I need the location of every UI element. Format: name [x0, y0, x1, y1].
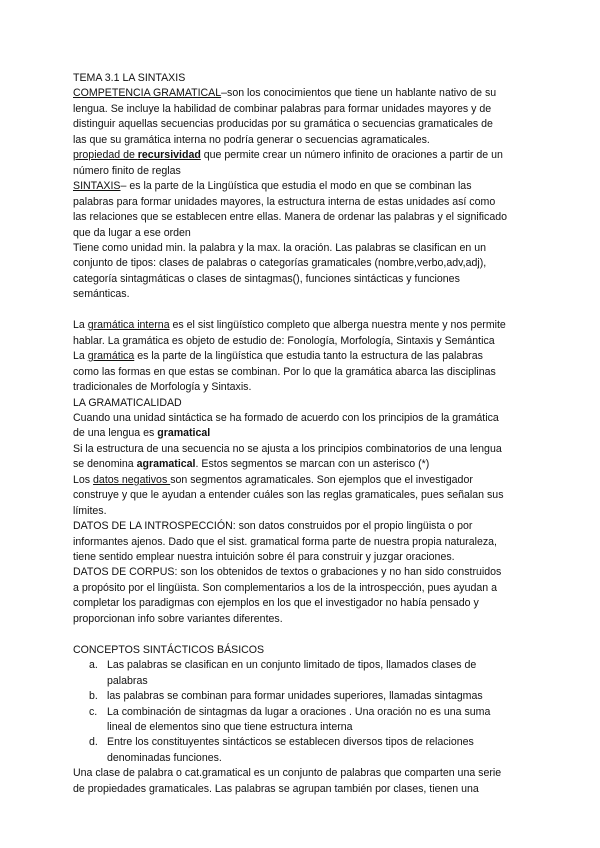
- conceptos-list: [73, 658, 533, 766]
- spacer: [73, 627, 533, 642]
- gramaticalidad-line-3: Si la estructura de una secuencia no se ajusta a los principios combinatorios de una lengua: [73, 442, 502, 455]
- competencia-line-1: COMPETENCIA GRAMATICAL–son los conocimientos que tiene un hablante nativo de su: [73, 87, 497, 100]
- spacer: [73, 303, 533, 318]
- gramaticalidad-line-2: de una lengua es gramatical: [73, 427, 211, 440]
- competencia-line-3: distinguir aquellas secuencias producidas por su gramática o secuencias gramaticales de: [73, 118, 493, 131]
- corpus-line-3: completar los paradigmas con ejemplos en los que el investigador no había pensado y: [73, 597, 479, 610]
- clase-palabra-line-2: de propiedades gramaticales. Las palabras se agrupan también por clases, tienen una: [73, 782, 479, 795]
- sintaxis-line-3: las relaciones que se establecen entre ellas. Manera de ordenar las palabras y el significado: [73, 211, 508, 224]
- competencia-heading: COMPETENCIA GRAMATICAL: [73, 87, 222, 100]
- recursividad-line-1: propiedad de recursividad que permite crear un número infinito de oraciones a partir de un: [73, 149, 503, 162]
- clase-palabra-line-1: Una clase de palabra o cat.gramatical es un conjunto de palabras que comparten una serie: [73, 767, 502, 780]
- gramatica-term: gramática: [87, 350, 135, 363]
- datos-negativos-term: datos negativos: [93, 473, 171, 486]
- gramaticalidad-line-4: se denomina agramatical. Estos segmentos se marcan con un asterisco (*): [73, 458, 430, 471]
- sintaxis-line-1: SINTAXIS– es la parte de la Lingüística que estudia el modo en que se combinan las: [73, 180, 472, 193]
- gramatica-interna-term: gramática interna: [87, 319, 170, 332]
- sintaxis-heading: SINTAXIS: [73, 180, 121, 193]
- gramatica-interna-line-1: La gramática interna es el sist lingüístico completo que alberga nuestra mente y nos permite: [73, 319, 506, 332]
- corpus-line-1: DATOS DE CORPUS: son los obtenidos de textos o grabaciones y no han sido construidos: [73, 566, 502, 579]
- corpus-line-2: a propósito por el lingüista. Son complementarios a los de la introspección, pues ayudan a: [73, 581, 498, 594]
- list-item: c. La combinación de sintagmas da lugar a oraciones . Una oración no es una suma lineal de elementos sino que tiene estructura interna: [89, 705, 491, 733]
- competencia-line-2: lengua. Se incluye la habilidad de combinar palabras para formar unidades mayores y de: [73, 102, 492, 115]
- corpus-line-4: proporcionan info sobre variantes diferentes.: [73, 612, 283, 625]
- gramatica-line-3: tradicionales de Morfología y Sintaxis.: [73, 381, 252, 394]
- datos-negativos-line-2: construye y que le ayudan a entender cuáles son las reglas gramaticales, pues señalan sus: [73, 489, 504, 502]
- recursividad-term: recursividad: [137, 149, 201, 162]
- list-item: a. Las palabras se clasifican en un conjunto limitado de tipos, llamados clases de palabras: [89, 659, 477, 687]
- gramatica-interna-line-2: hablar. La gramática es objeto de estudio de: Fonología, Morfología, Sintaxis y Semántica: [73, 334, 495, 347]
- list-marker: c.: [89, 705, 98, 718]
- document-page: [73, 71, 533, 797]
- sintaxis-line-8: semánticas.: [73, 288, 130, 301]
- conceptos-heading: CONCEPTOS SINTÁCTICOS BÁSICOS: [73, 643, 265, 656]
- gramaticalidad-line-1: Cuando una unidad sintáctica se ha formado de acuerdo con los principios de la gramática: [73, 411, 499, 424]
- sintaxis-line-2: palabras para formar unidades mayores, la estructura interna de estas unidades así como: [73, 195, 496, 208]
- gramatica-line-2: como las formas en que estas se combinan. Por lo que la gramática abarca las disciplinas: [73, 365, 496, 378]
- gramaticalidad-heading: LA GRAMATICALIDAD: [73, 396, 182, 409]
- list-item: d. Entre los constituyentes sintácticos se establecen diversos tipos de relaciones denominadas funciones.: [89, 736, 474, 764]
- competencia-line-4: las que su gramática interna no podría generar o secuencias agramaticales.: [73, 133, 430, 146]
- list-marker: d.: [89, 736, 98, 749]
- gramatical-term: gramatical: [157, 427, 211, 440]
- sintaxis-line-6: conjunto de tipos: clases de palabras o categorías gramaticales (nombre,verbo,adv,adj),: [73, 257, 487, 270]
- recursividad-line-2: número finito de reglas: [73, 164, 181, 177]
- sintaxis-line-7: categoría sintagmáticas o clases de sintagmas(), funciones sintácticas y funciones: [73, 272, 460, 285]
- datos-negativos-line-3: límites.: [73, 504, 107, 517]
- introspeccion-line-3: tiene sentido emplear nuestra intuición sobre él para construir y juzgar oraciones.: [73, 551, 455, 564]
- list-marker: a.: [89, 659, 98, 672]
- sintaxis-line-4: que da lugar a ese orden: [73, 226, 191, 239]
- introspeccion-line-2: informantes ajenos. Dado que el sist. gramatical forma parte de nuestra propia naturaleza,: [73, 535, 497, 548]
- list-item: b. las palabras se combinan para formar unidades superiores, llamadas sintagmas: [73, 689, 533, 704]
- agramatical-term: agramatical: [136, 458, 196, 471]
- datos-negativos-line-1: Los datos negativos son segmentos agramaticales. Son ejemplos que el investigador: [73, 473, 473, 486]
- gramatica-line-1: La gramática es la parte de la lingüística que estudia tanto la estructura de las palabras: [73, 350, 483, 363]
- sintaxis-line-5: Tiene como unidad min. la palabra y la max. la oración. Las palabras se clasifican en un: [73, 241, 486, 254]
- introspeccion-line-1: DATOS DE LA INTROSPECCIÓN: son datos construidos por el propio lingüista o por: [73, 520, 473, 533]
- document-title: TEMA 3.1 LA SINTAXIS: [73, 72, 186, 84]
- list-marker: b.: [89, 690, 98, 703]
